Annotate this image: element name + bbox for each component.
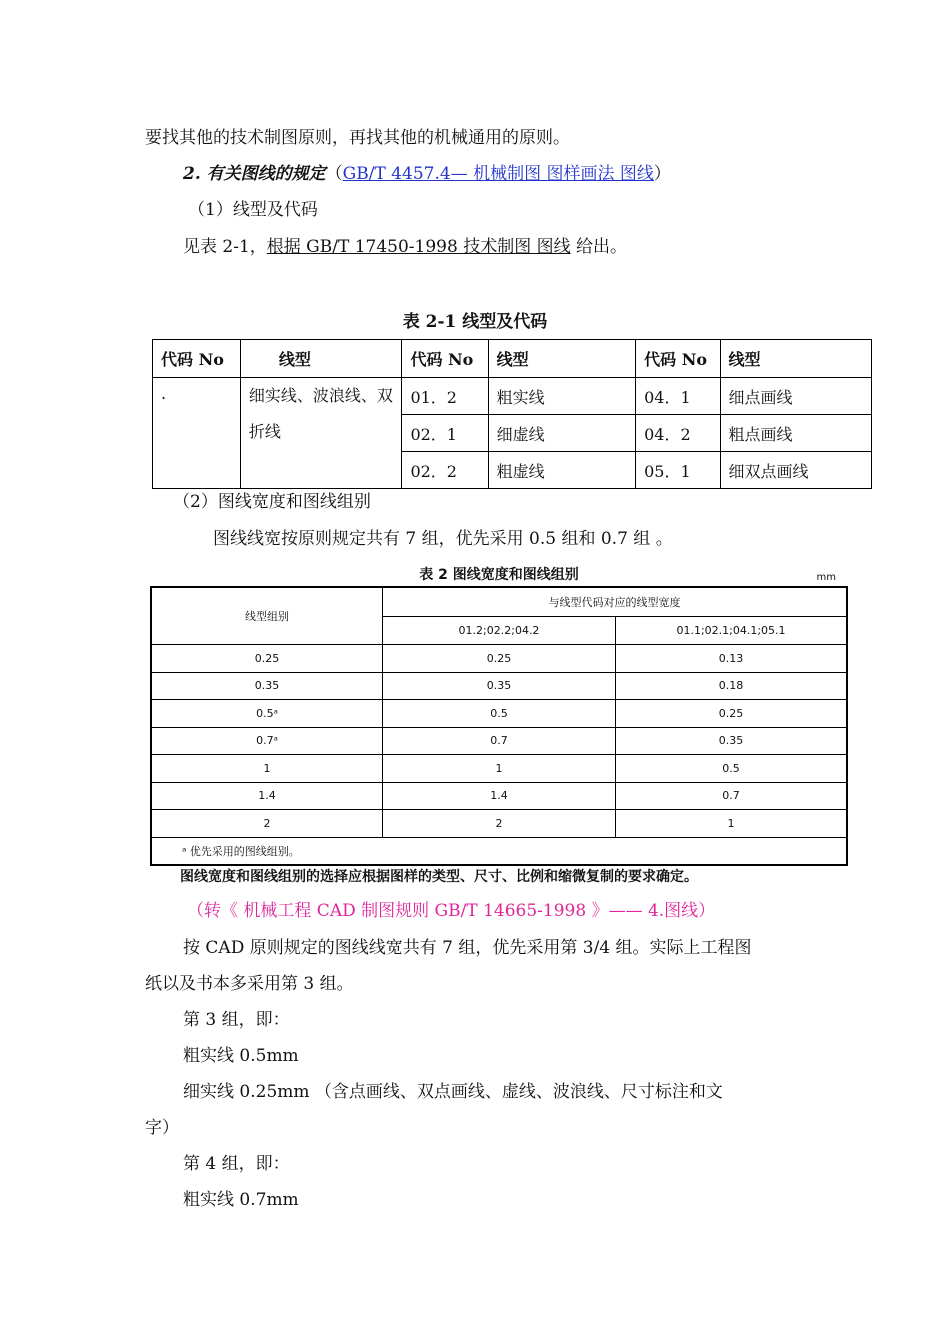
- width-description: 图线线宽按原则规定共有 7 组，优先采用 0.5 组和 0.7 组 。: [213, 529, 673, 549]
- see-table-prefix: 见表 2-1，: [183, 237, 267, 257]
- cad-paragraph-line-2: 纸以及书本多采用第 3 组。: [145, 974, 354, 994]
- thin-cell: 0.35: [616, 727, 848, 755]
- code-cell: 02．2: [402, 452, 488, 489]
- thick-cell: 2: [383, 810, 616, 838]
- table-note: ᵃ 优先采用的图线组别。: [151, 837, 847, 865]
- table-note-row: [151, 837, 847, 865]
- type-cell-thin-solid: 细实线、波浪线、双折线: [240, 378, 402, 489]
- group-4-label: 第 4 组，即：: [183, 1154, 290, 1174]
- standard-link-gbt4457[interactable]: GB/T 4457.4— 机械制图 图样画法 图线: [342, 164, 654, 184]
- header-width-span: 与线型代码对应的线型宽度: [383, 587, 848, 616]
- table-row: [151, 672, 847, 700]
- code-cell: 04．2: [636, 415, 720, 452]
- subheader-thin: 01.1;02.1;04.1;05.1: [616, 616, 848, 645]
- code-cell: 01．2: [402, 378, 488, 415]
- table-header-row: [153, 340, 872, 378]
- group-cell: 2: [151, 810, 383, 838]
- thin-cell: 0.25: [616, 700, 848, 728]
- table-row: [151, 782, 847, 810]
- paren-open: （: [325, 164, 343, 184]
- subheader-thick: 01.2;02.2;04.2: [383, 616, 616, 645]
- header-type-3: 线型: [720, 340, 872, 378]
- table-row: [153, 378, 872, 415]
- group-cell: 0.7ᵃ: [151, 727, 383, 755]
- table-row: [151, 755, 847, 783]
- code-cell: .: [153, 378, 241, 489]
- cad-paragraph-line-1: 按 CAD 原则规定的图线线宽共有 7 组，优先采用第 3/4 组。实际上工程图: [183, 938, 752, 958]
- code-cell: 04．1: [636, 378, 720, 415]
- table-row: [151, 810, 847, 838]
- thin-cell: 0.5: [616, 755, 848, 783]
- thick-cell: 1: [383, 755, 616, 783]
- scanned-table-2: [146, 560, 852, 896]
- group-4-thick-line: 粗实线 0.7mm: [183, 1190, 299, 1210]
- thin-cell: 0.13: [616, 645, 848, 673]
- subheading-line-types: （1）线型及代码: [188, 200, 318, 220]
- table-row: [151, 645, 847, 673]
- header-type-2: 线型: [488, 340, 636, 378]
- header-group: 线型组别: [151, 587, 383, 645]
- group-3-thin-line-cont: 字）: [145, 1118, 179, 1138]
- header-type-1: 线型: [240, 340, 402, 378]
- group-cell: 0.5ᵃ: [151, 700, 383, 728]
- table-2-footer: 图线宽度和图线组别的选择应根据图样的类型、尺寸、比例和缩微复制的要求确定。: [180, 869, 698, 885]
- group-3-thin-line: 细实线 0.25mm （含点画线、双点画线、虚线、波浪线、尺寸标注和文: [183, 1082, 723, 1102]
- group-cell: 1.4: [151, 782, 383, 810]
- paren-close: ）: [653, 164, 671, 184]
- table-row: [151, 727, 847, 755]
- group-3-thick-line: 粗实线 0.5mm: [183, 1046, 299, 1066]
- see-table-suffix: 给出。: [570, 237, 628, 257]
- type-cell: 细点画线: [720, 378, 872, 415]
- thin-cell: 0.7: [616, 782, 848, 810]
- intro-line: 要找其他的技术制图原则，再找其他的机械通用的原则。: [145, 128, 570, 148]
- type-cell: 细双点画线: [720, 452, 872, 489]
- thin-cell: 0.18: [616, 672, 848, 700]
- subheading-line-width: （2）图线宽度和图线组别: [173, 492, 371, 512]
- see-table-line: [183, 236, 627, 258]
- thin-cell: 1: [616, 810, 848, 838]
- thick-cell: 0.35: [383, 672, 616, 700]
- thick-cell: 0.7: [383, 727, 616, 755]
- table-row: [151, 700, 847, 728]
- type-cell: 粗点画线: [720, 415, 872, 452]
- group-cell: 0.35: [151, 672, 383, 700]
- code-cell: 02．1: [402, 415, 488, 452]
- table-2-unit: mm: [816, 572, 836, 583]
- header-code-1: 代码 No: [153, 340, 241, 378]
- group-3-label: 第 3 组，即：: [183, 1010, 290, 1030]
- group-cell: 1: [151, 755, 383, 783]
- table-header-row: [151, 587, 847, 616]
- type-cell: 粗虚线: [488, 452, 636, 489]
- table-2-title: 表 2 图线宽度和图线组别: [419, 567, 579, 583]
- section-2-heading: [183, 163, 671, 185]
- type-cell: 粗实线: [488, 378, 636, 415]
- code-cell: 05．1: [636, 452, 720, 489]
- table-2-1-caption: 表 2-1 线型及代码: [402, 312, 548, 332]
- group-cell: 0.25: [151, 645, 383, 673]
- line-width-table: [150, 586, 848, 866]
- header-code-2: 代码 No: [402, 340, 488, 378]
- thick-cell: 0.25: [383, 645, 616, 673]
- line-type-table: [152, 339, 872, 489]
- see-table-reference: 根据 GB/T 17450-1998 技术制图 图线: [266, 237, 571, 257]
- header-code-3: 代码 No: [636, 340, 720, 378]
- thick-cell: 1.4: [383, 782, 616, 810]
- thick-cell: 0.5: [383, 700, 616, 728]
- type-cell: 细虚线: [488, 415, 636, 452]
- section-2-title: 2. 有关图线的规定: [183, 164, 326, 184]
- reference-line: （转《 机械工程 CAD 制图规则 GB/T 14665-1998 》—— 4.图线）: [187, 901, 716, 921]
